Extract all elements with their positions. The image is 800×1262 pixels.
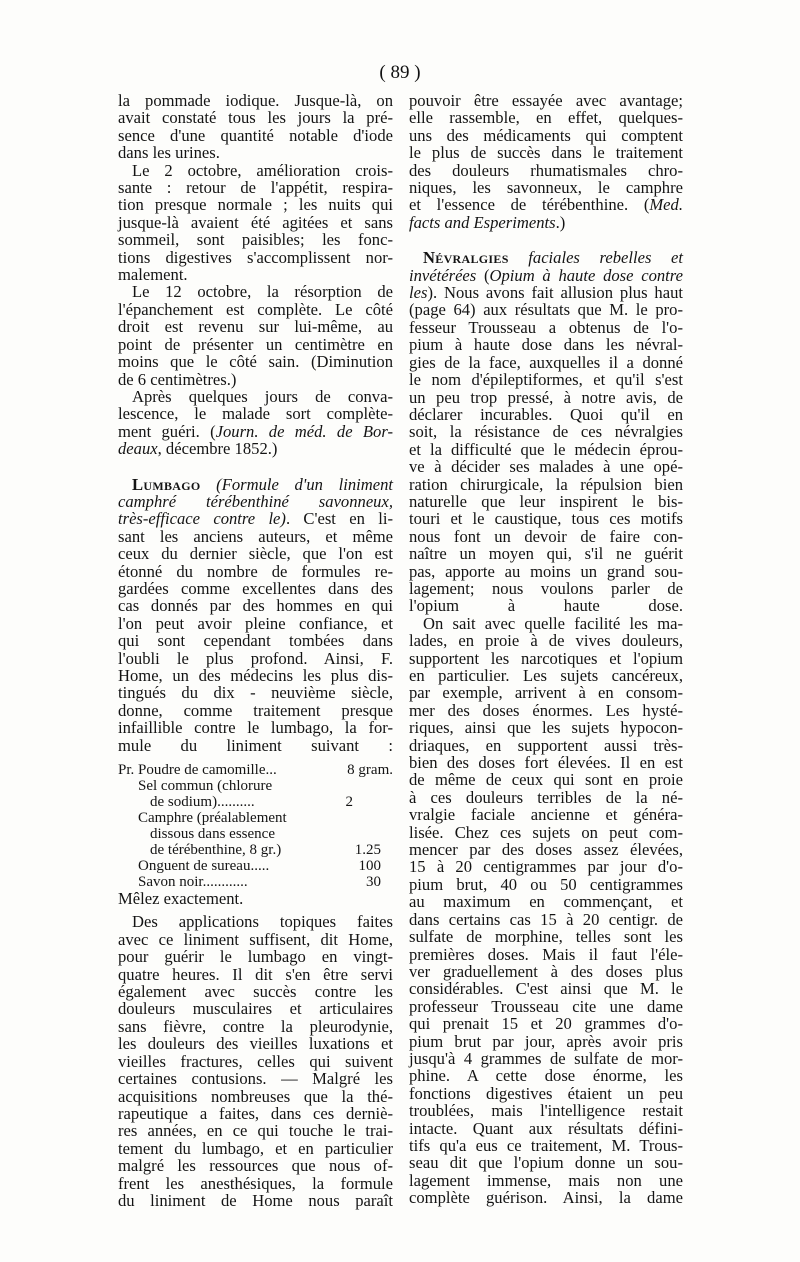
text-line: ve à décider ses malades à une opé- [409, 457, 683, 477]
text-line: driaques, en supportent aussi très- [409, 735, 683, 755]
text-line: sommeil, sont paisibles; les fonc- [118, 230, 393, 250]
text-line: avec ce liniment suffisent, dit Home, [118, 929, 393, 949]
text-line: l'oubli le plus profond. Ainsi, F. [118, 648, 393, 668]
text-line: Après quelques jours de conva- [132, 386, 393, 406]
text-line: l'épanchement est complète. Le côté [118, 299, 393, 319]
text-line: bien des doses fort élevées. Il en est [409, 753, 683, 773]
text-line: Mêlez exactement. [118, 889, 244, 909]
text-line: phine. A cette dose énorme, les [409, 1066, 683, 1086]
page-number: ( 89 ) [379, 62, 421, 83]
prescription-row: Camphre (préalablement [138, 810, 287, 827]
text-line: point de présenter un centimètre en [118, 334, 393, 354]
text-line: lescence, le malade sort complète- [118, 404, 393, 424]
text-line: douleurs musculaires et articulaires [118, 999, 393, 1019]
text-line: rapeutique a faites, dans ces derniè- [118, 1103, 393, 1123]
text-line: nous font un devoir de faire con- [409, 526, 683, 546]
text-line: lades, en proie à de vives douleurs, [409, 631, 683, 651]
text-line: le nom d'épileptiformes, et qu'il s'est [409, 370, 683, 390]
text-line: certaines contusions. — Malgré les [118, 1069, 393, 1089]
text-line: considérables. C'est ainsi que M. le [409, 979, 683, 999]
text-line: touri et le caustique, tous ces motifs [409, 509, 683, 529]
text-line: pium à haute dose dans les névral- [409, 335, 683, 355]
text-line: cas donnés par des hommes en qui [118, 596, 393, 616]
text-line: On sait avec quelle facilité les ma- [423, 613, 683, 633]
text-line: acquisitions nombreuses que la thé- [118, 1086, 393, 1106]
text-line: lagement immense, mais non une [409, 1170, 683, 1190]
text-line: les douleurs des vieilles luxations et [118, 1034, 393, 1054]
text-line: de même de ceux qui sont en proie [409, 770, 683, 790]
text-line: malgré les ressources que nous of- [118, 1156, 393, 1176]
text-line: très-efficace contre le). C'est en li- [118, 509, 393, 529]
text-line: tement du lumbago, et en particulier [118, 1138, 393, 1158]
text-line: invétérées (Opium à haute dose contre [409, 265, 683, 285]
text-line: niques, les savonneux, le camphre [409, 178, 683, 198]
text-line: gardées comme excellentes dans des [118, 578, 393, 598]
text-line: jusqu'à 4 grammes de sulfate de mor- [409, 1048, 683, 1068]
text-line: des douleurs rhumatismales chro- [409, 160, 683, 180]
text-line: troublées, mais l'intelligence restait [409, 1101, 683, 1121]
prescription-row: de sodium).......... 2 [150, 794, 353, 811]
text-line: et la difficulté que le médecin éprou- [409, 439, 683, 459]
text-line: vieilles fractures, celles qui suivent [118, 1051, 393, 1071]
text-line: malement. [118, 265, 188, 285]
text-line: pium brut par jour, après avoir pris [409, 1031, 683, 1051]
text-line: ceux du dernier siècle, que l'on est [118, 544, 393, 564]
text-line: vralgie faciale ancienne et généra- [409, 805, 683, 825]
text-line: camphré térébenthiné savonneux, [118, 491, 393, 511]
text-line: uns des médicaments qui comptent [409, 125, 683, 145]
text-line: Des applications topiques faites [132, 912, 393, 932]
text-line: pour guérir le lumbago en vingt- [118, 947, 393, 967]
text-line: tifs qu'a eus ce traitement, M. Trous- [409, 1135, 683, 1155]
prescription-row: Sel commun (chlorure [138, 778, 273, 795]
text-line: frent les anesthésiques, la formule [118, 1173, 393, 1193]
text-line: lisée. Chez ces sujets on peut com- [409, 822, 683, 842]
text-line: intacte. Quant aux résultats défini- [409, 1118, 683, 1138]
text-line: les). Nous avons fait allusion plus haut [409, 283, 683, 303]
prescription-row: Savon noir............ 30 [138, 874, 381, 891]
text-line: sante : retour de l'appétit, respira- [118, 178, 393, 198]
text-line: facts and Esperiments.) [409, 212, 566, 232]
text-line: lagement; nous voulons parler de [409, 578, 683, 598]
text-line: également avec succès contre les [118, 982, 393, 1002]
text-line: mencer par des doses assez élevées, [409, 840, 683, 860]
text-line: 15 à 20 centigrammes par jour d'o- [409, 857, 683, 877]
text-line: en particulier. Les sujets cancéreux, [409, 666, 683, 685]
text-line: elle rassemble, en effet, quelques- [409, 108, 683, 128]
text-line: du liniment de Home nous paraît [118, 1190, 393, 1210]
text-line: donne, comme traitement presque [118, 700, 393, 720]
text-line: au maximum en commençant, et [409, 892, 683, 912]
text-line: le plus de succès dans le traitement [409, 143, 683, 163]
text-line: sant les anciens auteurs, et même [118, 526, 393, 546]
text-line: sans fièvre, contre la pleurodynie, [118, 1016, 393, 1036]
text-line: Home, un des médecins les plus dis- [118, 666, 393, 685]
text-line: naître un moyen qui, s'il ne guérit [409, 544, 683, 564]
section-heading-lumbago: Lumbago (Formule d'un liniment [132, 474, 393, 494]
text-line: gies de la face, auxquelles il a donné [409, 352, 683, 372]
text-line: dans les urines. [118, 143, 220, 163]
text-line: infaillible contre le lumbago, la for- [118, 718, 393, 738]
prescription-row: Pr. Poudre de camomille... 8 gram. [118, 762, 393, 779]
text-line: et l'essence de térébenthine. (Med. [409, 195, 683, 215]
text-line: avait constaté tous les jours la pré- [118, 108, 393, 128]
section-heading-nevralgies: Névralgies faciales rebelles et [423, 248, 683, 268]
text-line: jusque-là avaient été agitées et sans [118, 212, 393, 232]
text-line: riques, ainsi que les sujets hypocon- [409, 718, 683, 738]
text-line: Le 12 octobre, la résorption de [132, 282, 393, 302]
text-line: quatre heures. Il dit s'en être servi [118, 964, 393, 984]
text-line: dans certains cas 15 à 20 centigr. de [409, 909, 683, 929]
text-line: la pommade iodique. Jusque-là, on [118, 91, 393, 110]
text-line: naturelle que leur inspirent le bis- [409, 491, 683, 511]
text-line: tion presque normale ; les nuits qui [118, 195, 393, 215]
text-line: sulfate de morphine, telles sont les [409, 927, 683, 947]
text-line: droit est revenu sur lui-même, au [118, 317, 393, 337]
text-line: moins que le côté sain. (Diminution [118, 352, 393, 372]
text-line: qui prenait 15 et 20 grammes d'o- [409, 1014, 683, 1034]
text-line: pas, apporte au moins un grand sou- [409, 561, 683, 581]
text-line: par exemple, arrivent à en consom- [409, 683, 683, 703]
text-line: seau dit que l'opium donne un sou- [409, 1153, 683, 1173]
text-line: Le 2 octobre, amélioration crois- [132, 160, 393, 180]
left-column [118, 92, 393, 1209]
text-line: soit, la résistance de ces névralgies [409, 422, 683, 442]
text-line: tions digestives s'accomplissent nor- [118, 247, 393, 267]
text-line: deaux, décembre 1852.) [118, 439, 278, 459]
text-line: à ces douleurs terribles de la né- [409, 787, 683, 807]
prescription-row: dissous dans essence [150, 826, 275, 843]
text-line: ration chirurgicale, la répulsion bien [409, 474, 683, 494]
text-line: fesseur Trousseau a obtenus de l'o- [409, 317, 683, 337]
text-line: mer des doses énormes. Les hysté- [409, 700, 683, 720]
text-line: res années, en ce qui touche le trai- [118, 1121, 393, 1141]
right-column [409, 92, 683, 1207]
text-line: ver graduellement à des doses plus [409, 961, 683, 981]
text-line: pium brut, 40 ou 50 centigrammes [409, 874, 683, 894]
text-line: ment guéri. (Journ. de méd. de Bor- [118, 421, 393, 441]
text-line: tingués du dix - neuvième siècle, [118, 683, 393, 703]
text-line: sence d'une quantité notable d'iode [118, 125, 393, 145]
text-line: un peu trop pressé, à notre avis, de [409, 387, 683, 407]
text-line: qui sont cependant tombées dans [118, 631, 393, 651]
text-line: complète guérison. Ainsi, la dame [409, 1188, 683, 1208]
text-line: étonné du nombre de formules re- [118, 561, 393, 581]
text-line: supportent les narcotiques et l'opium [409, 648, 683, 668]
prescription-row: Onguent de sureau..... 100 [138, 858, 381, 875]
prescription-row: de térébenthine, 8 gr.) 1.25 [150, 842, 381, 859]
text-line: fonctions digestives étaient un peu [409, 1083, 683, 1103]
text-line: de 6 centimètres.) [118, 369, 237, 389]
text-line: premières doses. Mais il faut l'éle- [409, 944, 683, 964]
text-line: professeur Trousseau cite une dame [409, 996, 683, 1016]
text-line: pouvoir être essayée avec avantage; [409, 91, 683, 110]
text-line: mule du liniment suivant : [118, 735, 393, 755]
prescription-table [118, 762, 393, 890]
text-line: (page 64) aux résultats que M. le pro- [409, 300, 683, 320]
text-line: l'opium à haute dose. [409, 596, 683, 616]
text-line: l'on peut avoir pleine confiance, et [118, 613, 393, 633]
text-line: déclarer incurables. Quoi qu'il en [409, 404, 683, 424]
